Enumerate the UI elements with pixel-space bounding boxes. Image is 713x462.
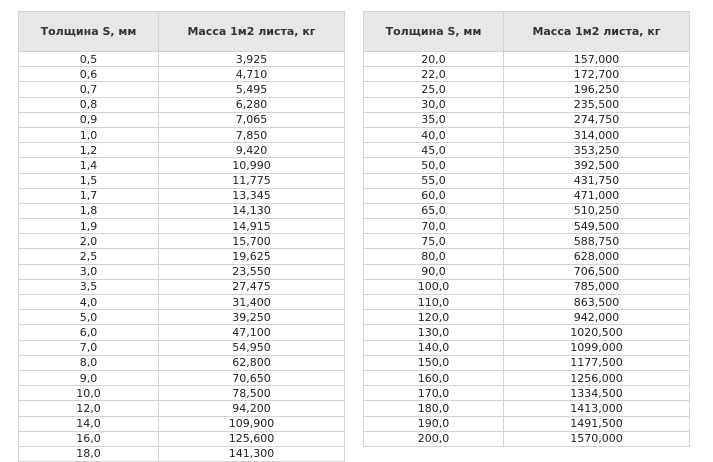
thickness-mass-table-left xyxy=(18,11,345,462)
mass-cell: 1491,500 xyxy=(504,416,690,431)
thickness-cell: 5,0 xyxy=(19,310,159,325)
thickness-cell: 0,5 xyxy=(19,52,159,67)
table-row xyxy=(19,143,345,158)
mass-cell: 1177,500 xyxy=(504,355,690,370)
thickness-cell: 130,0 xyxy=(364,325,504,340)
thickness-mass-table-right xyxy=(363,11,690,447)
header-thickness: Толщина S, мм xyxy=(364,12,504,52)
mass-cell: 471,000 xyxy=(504,188,690,203)
mass-cell: 785,000 xyxy=(504,279,690,294)
thickness-cell: 3,5 xyxy=(19,279,159,294)
table-row xyxy=(364,127,690,142)
table-row xyxy=(19,97,345,112)
header-mass: Масса 1м2 листа, кг xyxy=(159,12,345,52)
thickness-cell: 3,0 xyxy=(19,264,159,279)
table-row xyxy=(364,279,690,294)
mass-cell: 6,280 xyxy=(159,97,345,112)
mass-cell: 235,500 xyxy=(504,97,690,112)
mass-cell: 196,250 xyxy=(504,82,690,97)
mass-cell: 19,625 xyxy=(159,249,345,264)
thickness-cell: 10,0 xyxy=(19,386,159,401)
table-row xyxy=(19,325,345,340)
table-row xyxy=(19,340,345,355)
mass-cell: 1020,500 xyxy=(504,325,690,340)
thickness-cell: 6,0 xyxy=(19,325,159,340)
mass-cell: 863,500 xyxy=(504,295,690,310)
table-header-row xyxy=(19,12,345,52)
mass-cell: 31,400 xyxy=(159,295,345,310)
table-row xyxy=(19,264,345,279)
thickness-cell: 12,0 xyxy=(19,401,159,416)
mass-cell: 13,345 xyxy=(159,188,345,203)
thickness-cell: 40,0 xyxy=(364,127,504,142)
thickness-cell: 16,0 xyxy=(19,431,159,446)
thickness-cell: 60,0 xyxy=(364,188,504,203)
thickness-cell: 9,0 xyxy=(19,370,159,385)
mass-cell: 11,775 xyxy=(159,173,345,188)
table-row xyxy=(364,370,690,385)
table-row xyxy=(364,325,690,340)
mass-cell: 5,495 xyxy=(159,82,345,97)
mass-cell: 14,915 xyxy=(159,219,345,234)
table-row xyxy=(19,249,345,264)
mass-cell: 70,650 xyxy=(159,370,345,385)
thickness-cell: 0,7 xyxy=(19,82,159,97)
table-row xyxy=(364,431,690,446)
thickness-cell: 150,0 xyxy=(364,355,504,370)
mass-cell: 1570,000 xyxy=(504,431,690,446)
mass-cell: 15,700 xyxy=(159,234,345,249)
table-row xyxy=(364,355,690,370)
table-row xyxy=(19,173,345,188)
table-row xyxy=(364,203,690,218)
thickness-cell: 110,0 xyxy=(364,295,504,310)
mass-cell: 23,550 xyxy=(159,264,345,279)
table-row xyxy=(19,279,345,294)
table-row xyxy=(19,416,345,431)
thickness-cell: 170,0 xyxy=(364,386,504,401)
mass-cell: 942,000 xyxy=(504,310,690,325)
table-row xyxy=(364,310,690,325)
mass-cell: 510,250 xyxy=(504,203,690,218)
table-row xyxy=(19,203,345,218)
mass-cell: 4,710 xyxy=(159,67,345,82)
table-row xyxy=(19,127,345,142)
mass-cell: 706,500 xyxy=(504,264,690,279)
thickness-cell: 50,0 xyxy=(364,158,504,173)
thickness-cell: 75,0 xyxy=(364,234,504,249)
table-row xyxy=(364,97,690,112)
mass-cell: 78,500 xyxy=(159,386,345,401)
thickness-cell: 4,0 xyxy=(19,295,159,310)
thickness-cell: 1,5 xyxy=(19,173,159,188)
table-row xyxy=(19,219,345,234)
table-row xyxy=(19,158,345,173)
mass-cell: 172,700 xyxy=(504,67,690,82)
thickness-cell: 1,8 xyxy=(19,203,159,218)
table-row xyxy=(19,52,345,67)
table-row xyxy=(364,340,690,355)
mass-cell: 3,925 xyxy=(159,52,345,67)
table-row xyxy=(19,401,345,416)
table-row xyxy=(19,82,345,97)
mass-cell: 125,600 xyxy=(159,431,345,446)
table-header-row xyxy=(364,12,690,52)
table-row xyxy=(19,370,345,385)
table-body xyxy=(364,52,690,447)
thickness-cell: 140,0 xyxy=(364,340,504,355)
header-thickness: Толщина S, мм xyxy=(19,12,159,52)
thickness-cell: 45,0 xyxy=(364,143,504,158)
thickness-cell: 55,0 xyxy=(364,173,504,188)
thickness-cell: 2,0 xyxy=(19,234,159,249)
mass-cell: 274,750 xyxy=(504,112,690,127)
thickness-cell: 2,5 xyxy=(19,249,159,264)
thickness-cell: 1,4 xyxy=(19,158,159,173)
table-body xyxy=(19,52,345,462)
mass-cell: 54,950 xyxy=(159,340,345,355)
mass-cell: 314,000 xyxy=(504,127,690,142)
table-row xyxy=(19,446,345,461)
mass-cell: 7,065 xyxy=(159,112,345,127)
table-row xyxy=(19,67,345,82)
thickness-cell: 30,0 xyxy=(364,97,504,112)
thickness-cell: 8,0 xyxy=(19,355,159,370)
table-row xyxy=(19,310,345,325)
mass-cell: 353,250 xyxy=(504,143,690,158)
table-row xyxy=(19,386,345,401)
mass-cell: 14,130 xyxy=(159,203,345,218)
thickness-cell: 200,0 xyxy=(364,431,504,446)
thickness-cell: 1,2 xyxy=(19,143,159,158)
thickness-cell: 120,0 xyxy=(364,310,504,325)
mass-cell: 431,750 xyxy=(504,173,690,188)
mass-cell: 141,300 xyxy=(159,446,345,461)
table-row xyxy=(19,295,345,310)
thickness-cell: 80,0 xyxy=(364,249,504,264)
thickness-cell: 1,9 xyxy=(19,219,159,234)
thickness-cell: 0,8 xyxy=(19,97,159,112)
table-row xyxy=(19,234,345,249)
thickness-cell: 7,0 xyxy=(19,340,159,355)
thickness-cell: 0,9 xyxy=(19,112,159,127)
thickness-cell: 180,0 xyxy=(364,401,504,416)
mass-cell: 588,750 xyxy=(504,234,690,249)
table-row xyxy=(364,386,690,401)
table-row xyxy=(364,264,690,279)
mass-cell: 47,100 xyxy=(159,325,345,340)
mass-cell: 62,800 xyxy=(159,355,345,370)
thickness-cell: 90,0 xyxy=(364,264,504,279)
table-row xyxy=(364,234,690,249)
thickness-cell: 1,0 xyxy=(19,127,159,142)
thickness-cell: 20,0 xyxy=(364,52,504,67)
thickness-cell: 18,0 xyxy=(19,446,159,461)
thickness-cell: 160,0 xyxy=(364,370,504,385)
table-row xyxy=(364,143,690,158)
mass-cell: 9,420 xyxy=(159,143,345,158)
mass-cell: 157,000 xyxy=(504,52,690,67)
mass-cell: 10,990 xyxy=(159,158,345,173)
thickness-cell: 190,0 xyxy=(364,416,504,431)
table-row xyxy=(19,112,345,127)
table-row xyxy=(364,401,690,416)
table-row xyxy=(364,82,690,97)
table-row xyxy=(19,355,345,370)
table-row xyxy=(364,158,690,173)
thickness-cell: 14,0 xyxy=(19,416,159,431)
table-row xyxy=(364,219,690,234)
mass-cell: 94,200 xyxy=(159,401,345,416)
table-row xyxy=(364,112,690,127)
thickness-cell: 22,0 xyxy=(364,67,504,82)
mass-cell: 39,250 xyxy=(159,310,345,325)
mass-cell: 109,900 xyxy=(159,416,345,431)
table-row xyxy=(364,52,690,67)
thickness-cell: 1,7 xyxy=(19,188,159,203)
mass-cell: 7,850 xyxy=(159,127,345,142)
table-row xyxy=(364,416,690,431)
mass-cell: 392,500 xyxy=(504,158,690,173)
mass-cell: 1413,000 xyxy=(504,401,690,416)
mass-cell: 628,000 xyxy=(504,249,690,264)
table-row xyxy=(364,188,690,203)
table-row xyxy=(364,173,690,188)
table-row xyxy=(364,249,690,264)
thickness-cell: 35,0 xyxy=(364,112,504,127)
thickness-cell: 70,0 xyxy=(364,219,504,234)
mass-cell: 1334,500 xyxy=(504,386,690,401)
mass-cell: 1099,000 xyxy=(504,340,690,355)
thickness-cell: 25,0 xyxy=(364,82,504,97)
thickness-cell: 65,0 xyxy=(364,203,504,218)
mass-cell: 549,500 xyxy=(504,219,690,234)
table-row xyxy=(364,67,690,82)
header-mass: Масса 1м2 листа, кг xyxy=(504,12,690,52)
table-row xyxy=(364,295,690,310)
mass-cell: 27,475 xyxy=(159,279,345,294)
table-row xyxy=(19,431,345,446)
mass-cell: 1256,000 xyxy=(504,370,690,385)
table-row xyxy=(19,188,345,203)
thickness-cell: 0,6 xyxy=(19,67,159,82)
thickness-cell: 100,0 xyxy=(364,279,504,294)
